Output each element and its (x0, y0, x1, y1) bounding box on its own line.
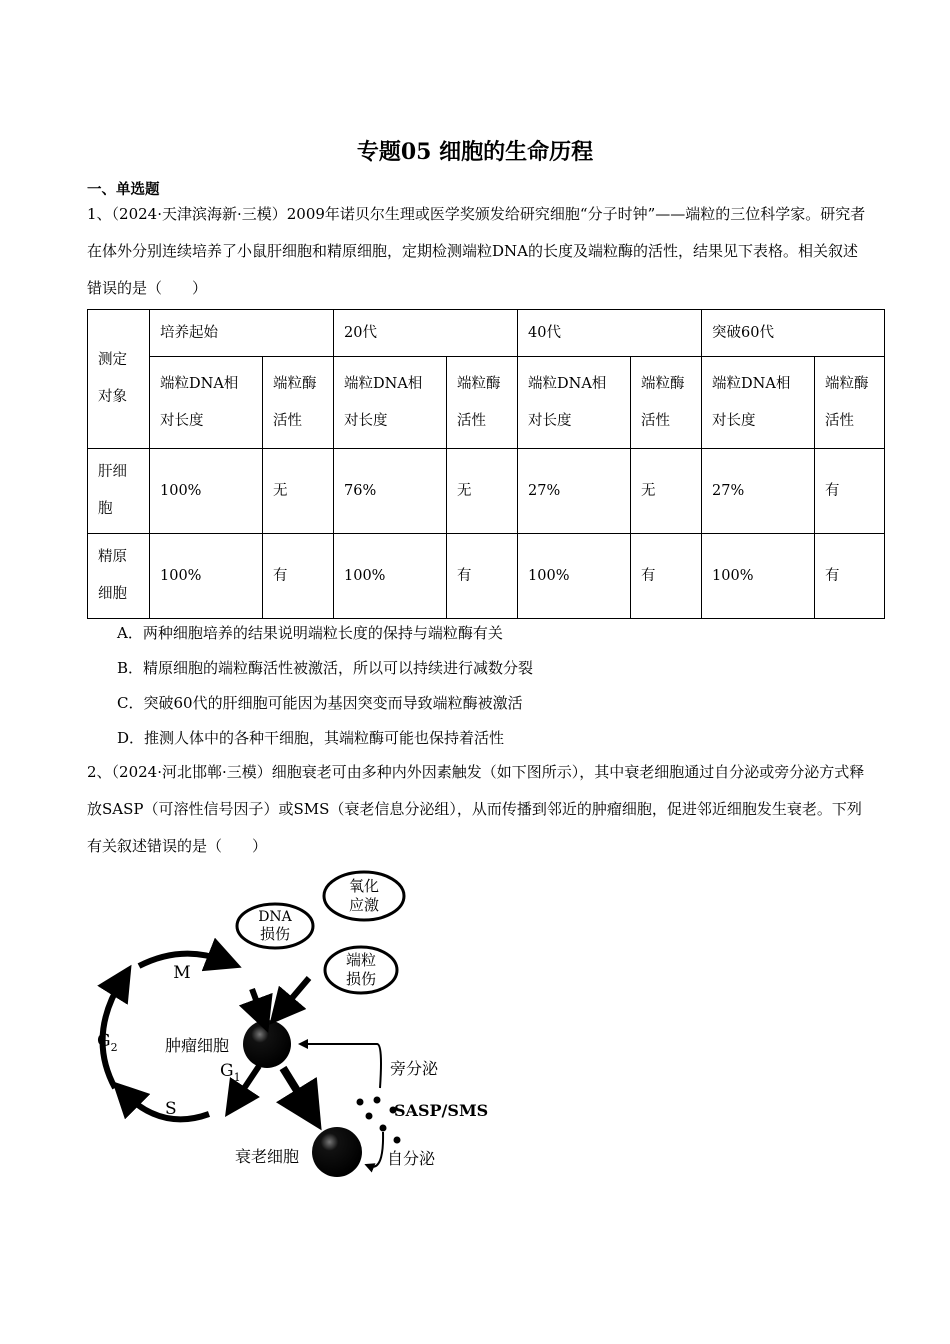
autocrine-label: 自分泌 (387, 1149, 436, 1168)
table-sub-header: 端粒酶活性 (263, 357, 334, 449)
table-cell: 无 (263, 449, 334, 534)
table-cell: 有 (815, 449, 885, 534)
table-sub-header: 端粒酶活性 (815, 357, 885, 449)
table-sub-header: 端粒DNA相对长度 (334, 357, 447, 449)
telomere-damage-label: 端粒 (345, 951, 377, 969)
dna-damage-arrow (252, 989, 262, 1016)
dna-damage-bubble (237, 904, 313, 948)
table-row (88, 449, 885, 534)
tumor-cell (243, 1020, 291, 1068)
table-cell: 有 (263, 534, 334, 619)
paracrine-label: 旁分泌 (390, 1059, 439, 1078)
row-label: 肝细胞 (88, 449, 150, 534)
senescence-diagram (87, 866, 507, 1186)
question-1-stem: 1、（2024·天津滨海新·三模）2009年诺贝尔生理或医学奖颁发给研究细胞“分子时钟”——端粒的三位科学家。研究者在体外分别连续培养了小鼠肝细胞和精原细胞，定期检测端粒DNA的长度及端粒酶的活性，结果见下表格。相关叙述错误的是（ ） (87, 205, 866, 297)
table-cell: 有 (815, 534, 885, 619)
paracrine-arrow (303, 1044, 381, 1088)
table-sub-header: 端粒酶活性 (447, 357, 518, 449)
svg-text:G1 (220, 1061, 241, 1084)
table-sub-header: 端粒DNA相对长度 (518, 357, 631, 449)
phase-g2-subscript: 2 (110, 1041, 118, 1054)
table-sub-header: 端粒酶活性 (631, 357, 702, 449)
table-group-header: 培养起始 (150, 310, 334, 357)
option-b: B．精原细胞的端粒酶活性被激活，所以可以持续进行减数分裂 (117, 659, 534, 677)
table-cell: 76% (334, 449, 447, 534)
oxidative-stress-label: 氧化 (348, 877, 380, 895)
table-cell: 无 (447, 449, 518, 534)
table-group-header: 突破60代 (702, 310, 885, 357)
table-corner-header: 测定对象 (88, 310, 150, 449)
senescence-arrow (283, 1068, 309, 1110)
senescent-cell (312, 1127, 362, 1177)
telomere-table (87, 309, 885, 619)
option-d: D．推测人体中的各种干细胞，其端粒酶可能也保持着活性 (117, 729, 505, 747)
table-cell: 有 (631, 534, 702, 619)
table-row (88, 534, 885, 619)
table-group-header: 40代 (518, 310, 702, 357)
phase-g2-label: G (97, 1031, 111, 1051)
senescent-cell-label: 衰老细胞 (234, 1147, 300, 1166)
section-heading: 一、单选题 (87, 181, 160, 198)
table-sub-header: 端粒DNA相对长度 (150, 357, 263, 449)
option-c: C．突破60代的肝细胞可能因为基因突变而导致端粒酶被激活 (117, 694, 523, 712)
row-label: 精原细胞 (88, 534, 150, 619)
table-sub-header: 端粒DNA相对长度 (702, 357, 815, 449)
table-cell: 无 (631, 449, 702, 534)
table-cell: 有 (447, 534, 518, 619)
phase-g1-subscript: 1 (233, 1071, 241, 1084)
oxidative-stress-bubble (324, 872, 404, 920)
phase-m-label: M (173, 963, 191, 983)
sasp-sms-label: SASP/SMS (394, 1101, 489, 1120)
page-title: 专题05 细胞的生命历程 (356, 139, 594, 165)
question-2-stem: 2、（2024·河北邯郸·三模）细胞衰老可由多种内外因素触发（如下图所示），其中衰老细胞通过自分泌或旁分泌方式释放SASP（可溶性信号因子）或SMS（衰老信息分泌组），从而传播到邻近的肿瘤细胞，促进邻近细胞发生衰老。下列有关叙述错误的是（ ） (87, 763, 865, 855)
option-a: A．两种细胞培养的结果说明端粒长度的保持与端粒酶有关 (117, 624, 503, 642)
autocrine-arrow (369, 1132, 383, 1167)
svg-text:G2 (97, 1031, 118, 1054)
dna-damage-label: DNA (258, 909, 292, 925)
phase-s-label: S (165, 1099, 177, 1119)
telomere-damage-arrow (281, 978, 309, 1011)
table-group-header: 20代 (334, 310, 518, 357)
table-cell: 100% (518, 534, 631, 619)
telomere-damage-label: 损伤 (345, 970, 377, 988)
dna-damage-label: 损伤 (259, 925, 291, 943)
table-cell: 100% (334, 534, 447, 619)
telomere-damage-bubble (325, 947, 397, 993)
table-cell: 100% (702, 534, 815, 619)
table-cell: 27% (518, 449, 631, 534)
oxidative-stress-label: 应激 (348, 896, 380, 914)
table-cell: 100% (150, 449, 263, 534)
table-cell: 100% (150, 534, 263, 619)
table-cell: 27% (702, 449, 815, 534)
phase-g1-label: G (220, 1061, 234, 1081)
tumor-cell-label: 肿瘤细胞 (164, 1036, 230, 1055)
